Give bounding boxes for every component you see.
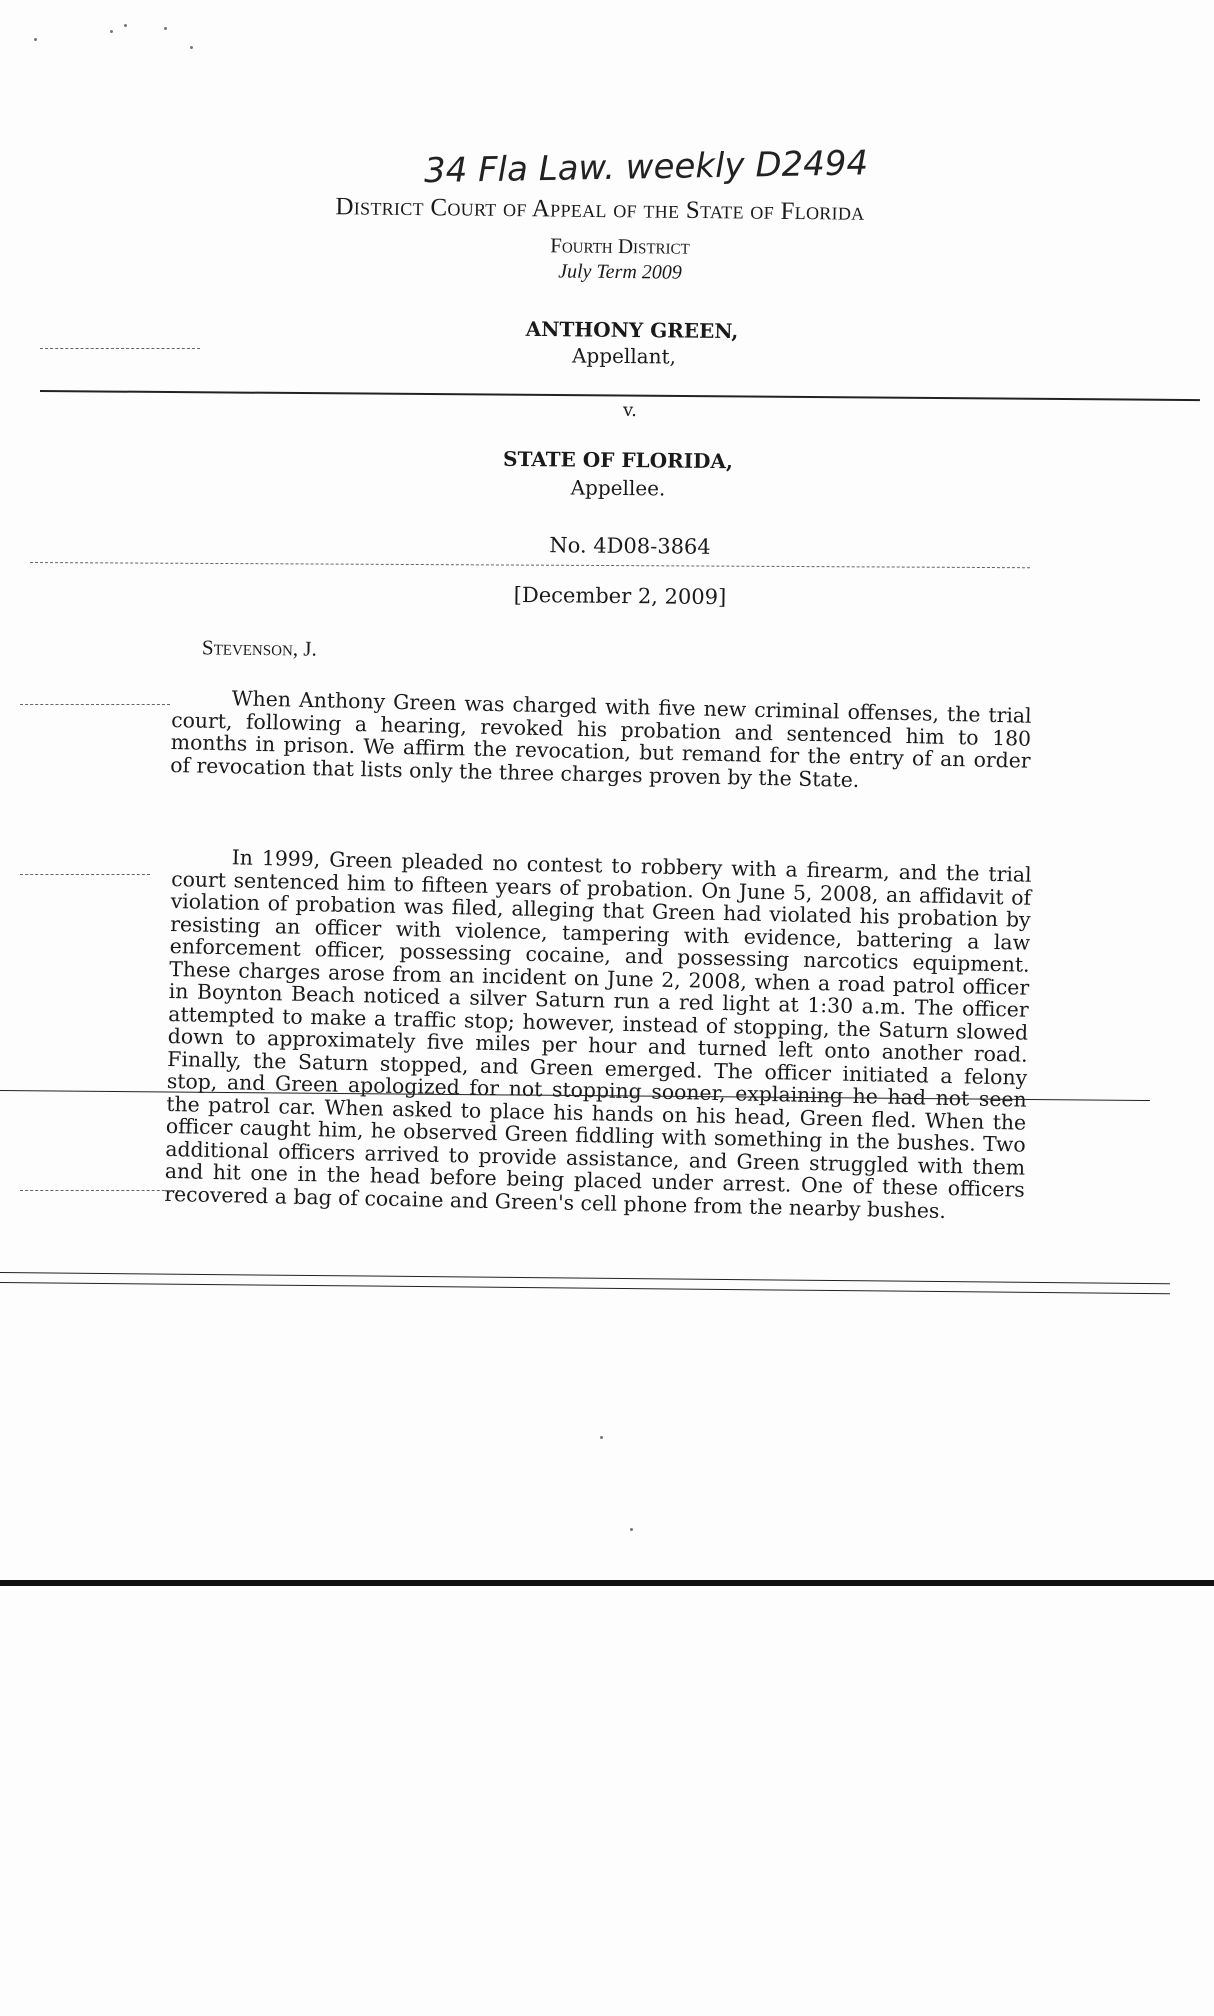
authoring-judge: Stevenson, J. (201, 635, 317, 661)
court-name: District Court of Appeal of the State of Florida (335, 193, 865, 226)
scan-speck (124, 24, 127, 27)
scan-speck (630, 1528, 633, 1531)
appellee-role: Appellee. (570, 475, 666, 501)
opinion-paragraph-1: When Anthony Green was charged with five new criminal offenses, the trial court, following a hearing, revoked his probation and sentenced him to 180 months in prison. We affirm the revocation, but remand for the entry of an order of revocation that lists only the three charges proven by the State. (170, 686, 1032, 792)
decision-date: [December 2, 2009] (513, 582, 727, 610)
versus-label: v. (622, 399, 637, 422)
scan-dashed-line (30, 562, 1030, 568)
scan-speck (34, 38, 37, 41)
scan-speck (600, 1436, 603, 1439)
scan-rule-line (0, 1272, 1170, 1284)
opinion-paragraph-2: In 1999, Green pleaded no contest to robbery with a firearm, and the trial court sentenced him to fifteen years of probation. On June 5, 2008, an affidavit of violation of probation was filed, alleging that Green had violated his probation by resisting an officer with violence, tampering with evidence, battering a law enforcement officer, possessing cocaine, and possessing narcotics equipment. These charges arose from an incident on June 2, 2008, when a road patrol officer in Boynton Beach noticed a silver Saturn run a red light at 1:30 a.m. The officer attempted to make a traffic stop; however, instead of stopping, the Saturn slowed down to approximately five miles per hour and turned left onto another road. Finally, the Saturn stopped, and Green emerged. The officer initiated a felony stop, and Green apologized for not stopping sooner, explaining he had not seen the patrol car. When asked to place his hands on his head, Green fled. When the officer caught him, he observed Green fiddling with something in the bushes. Two additional officers arrived to provide assistance, and Green struggled with them and hit one in the head before being placed under arrest. One of these officers recovered a bag of cocaine and Green's cell phone from the nearby bushes. (164, 845, 1032, 1223)
case-number: No. 4D08-3864 (549, 533, 711, 559)
scan-dashed-line (20, 1190, 180, 1191)
appellant-role: Appellant, (571, 343, 677, 369)
scan-rule-line (0, 1282, 1170, 1294)
svg-text:34 Fla Law. weekly D2494: 34 Fla Law. weekly D2494 (423, 143, 869, 192)
scan-page-edge (0, 1580, 1214, 1586)
appellant-name: ANTHONY GREEN, (525, 316, 739, 344)
handwritten-citation-note (420, 134, 900, 204)
court-term: July Term 2009 (558, 260, 682, 284)
scan-dashed-line (20, 874, 150, 875)
court-district: Fourth District (550, 233, 690, 259)
scan-speck (190, 46, 193, 49)
scan-dashed-line (20, 704, 170, 705)
scan-speck (110, 30, 113, 33)
scan-speck (164, 27, 167, 30)
appellee-name: STATE OF FLORIDA, (502, 446, 734, 474)
scan-dashed-line (40, 348, 200, 349)
